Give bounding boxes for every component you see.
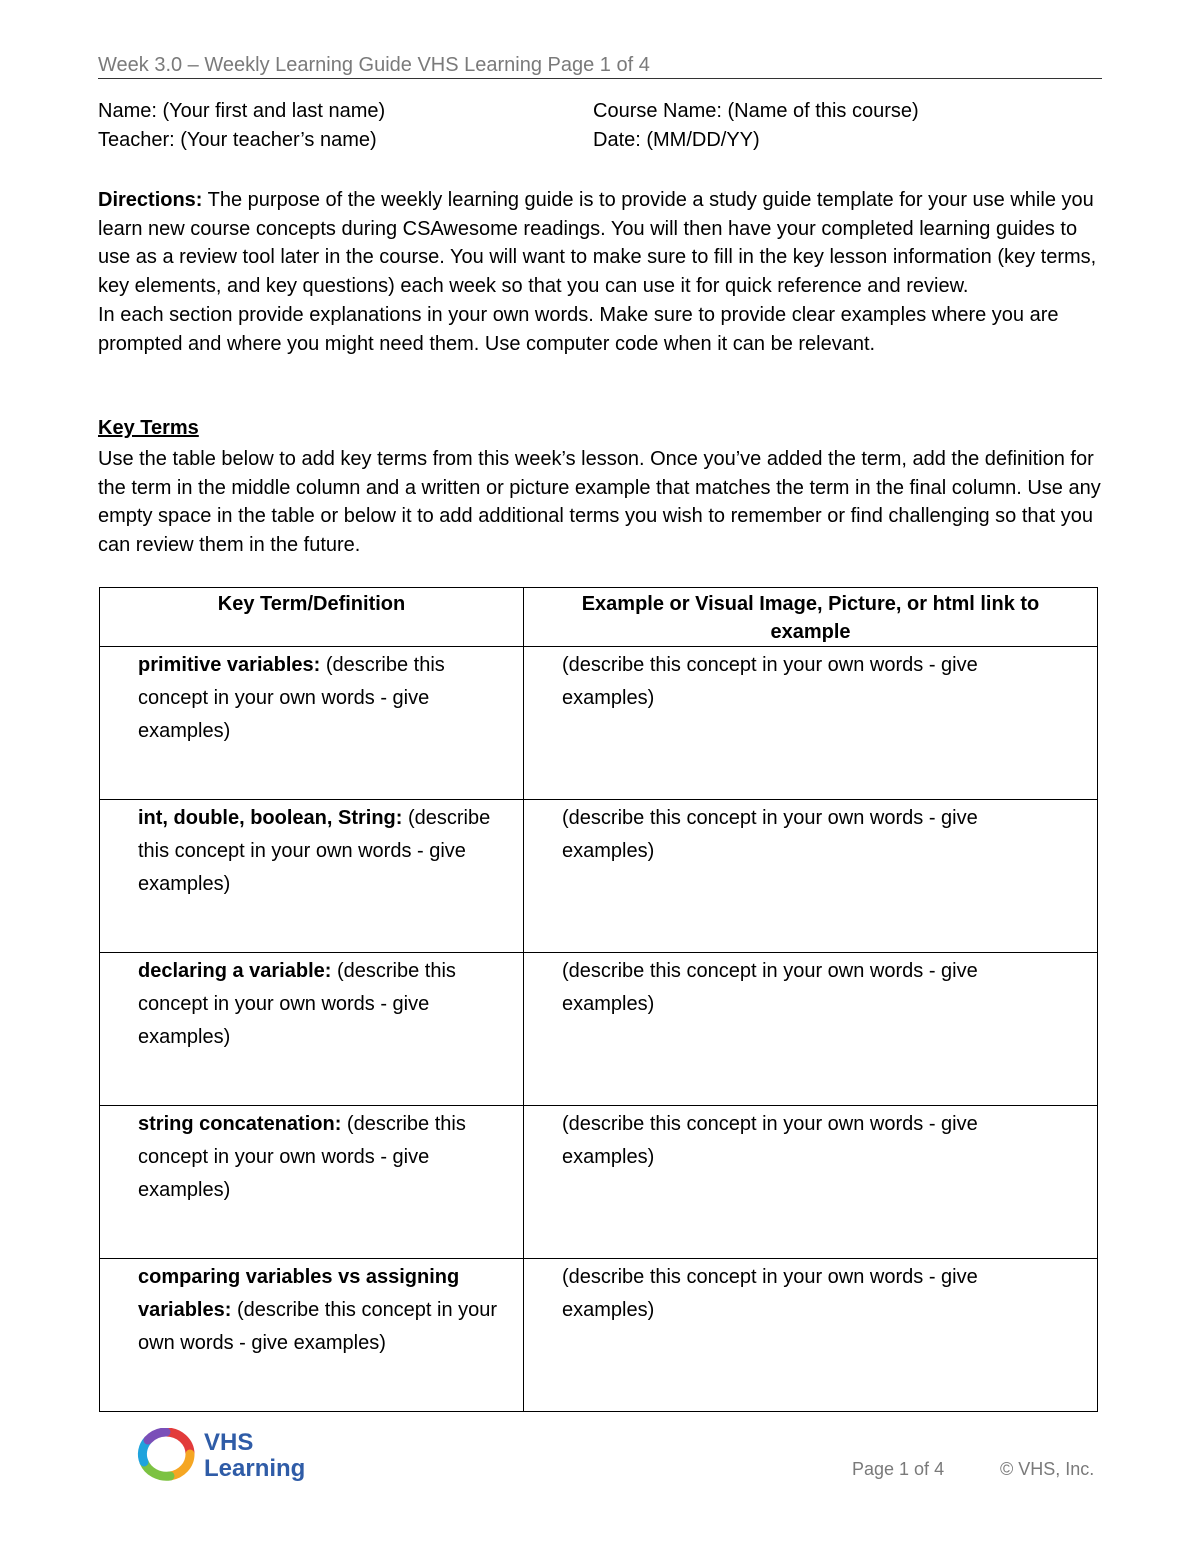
example-text: (describe this concept in your own words - give examples) bbox=[562, 960, 978, 1015]
column-header-term: Key Term/Definition bbox=[100, 588, 524, 647]
page-header: Week 3.0 – Weekly Learning Guide VHS Learning Page 1 of 4 bbox=[98, 54, 650, 76]
vhs-logo-icon bbox=[136, 1428, 196, 1482]
table-row bbox=[100, 800, 1098, 953]
example-cell[interactable] bbox=[524, 647, 1098, 800]
example-cell[interactable] bbox=[524, 800, 1098, 953]
term-cell[interactable] bbox=[100, 1259, 524, 1412]
term-label: declaring a variable: bbox=[138, 960, 332, 982]
table-row bbox=[100, 647, 1098, 800]
table-row bbox=[100, 1106, 1098, 1259]
vhs-logo bbox=[136, 1428, 326, 1488]
term-cell[interactable] bbox=[100, 647, 524, 800]
example-text: (describe this concept in your own words - give examples) bbox=[562, 654, 978, 709]
term-description: (describe this concept in your own words - give examples) bbox=[138, 1299, 498, 1354]
term-label: comparing variables vs assigning variables: bbox=[138, 1266, 460, 1321]
example-text: (describe this concept in your own words - give examples) bbox=[562, 807, 978, 862]
teacher-field: Teacher: (Your teacher’s name) bbox=[98, 129, 377, 151]
directions-text: The purpose of the weekly learning guide is to provide a study guide template for your use while you learn new course concepts during CSAwesome readings. You will then have your completed learning guides to use as a review tool later in the course. You will want to make sure to fill in the key lesson information (key terms, key elements, and key questions) each week so that you can use it for quick reference and review. bbox=[98, 189, 1097, 298]
name-field: Name: (Your first and last name) bbox=[98, 100, 386, 122]
term-label: int, double, boolean, String: bbox=[138, 807, 403, 829]
term-label: string concatenation: bbox=[138, 1113, 342, 1135]
example-cell[interactable] bbox=[524, 1106, 1098, 1259]
directions-paragraph bbox=[98, 186, 1106, 358]
term-cell[interactable] bbox=[100, 1106, 524, 1259]
term-cell[interactable] bbox=[100, 953, 524, 1106]
term-description: (describe this concept in your own words - give examples) bbox=[138, 807, 491, 895]
footer-copyright: © VHS, Inc. bbox=[1000, 1459, 1095, 1479]
example-cell[interactable] bbox=[524, 1259, 1098, 1412]
directions-text-2: In each section provide explanations in your own words. Make sure to provide clear examples where you are prompted and where you might need them. Use computer code when it can be relevant. bbox=[98, 303, 1059, 355]
date-field: Date: (MM/DD/YY) bbox=[593, 129, 760, 151]
table-row bbox=[100, 1259, 1098, 1412]
example-text: (describe this concept in your own words - give examples) bbox=[562, 1113, 978, 1168]
key-terms-intro: Use the table below to add key terms from this week’s lesson. Once you’ve added the term, add the definition for the term in the middle column and a written or picture example that matches the term in the final column. Use any empty space in the table or below it to add additional terms you wish to remember or find challenging so that you can review them in the future. bbox=[98, 448, 1101, 557]
logo-line-1: VHS bbox=[204, 1429, 254, 1456]
term-label: primitive variables: bbox=[138, 654, 321, 676]
example-text: (describe this concept in your own words - give examples) bbox=[562, 1266, 978, 1321]
example-cell[interactable] bbox=[524, 953, 1098, 1106]
footer-page-number: Page 1 of 4 bbox=[852, 1459, 945, 1479]
key-terms-heading: Key Terms bbox=[98, 417, 199, 439]
logo-line-2: Learning bbox=[204, 1455, 306, 1482]
vhs-logo-wordmark bbox=[204, 1430, 305, 1482]
term-description: (describe this concept in your own words - give examples) bbox=[138, 654, 445, 742]
term-cell[interactable] bbox=[100, 800, 524, 953]
directions-label: Directions: bbox=[98, 189, 203, 211]
table-header-row bbox=[100, 588, 1098, 647]
info-row-1 bbox=[98, 100, 1102, 130]
term-description: (describe this concept in your own words - give examples) bbox=[138, 960, 456, 1048]
key-terms-table bbox=[99, 587, 1098, 1412]
column-header-example: Example or Visual Image, Picture, or html link to example bbox=[524, 588, 1098, 647]
table-row bbox=[100, 953, 1098, 1106]
course-name-field: Course Name: (Name of this course) bbox=[593, 100, 919, 122]
info-row-2 bbox=[98, 129, 1102, 159]
header-divider bbox=[98, 78, 1102, 79]
term-description: (describe this concept in your own words - give examples) bbox=[138, 1113, 466, 1201]
